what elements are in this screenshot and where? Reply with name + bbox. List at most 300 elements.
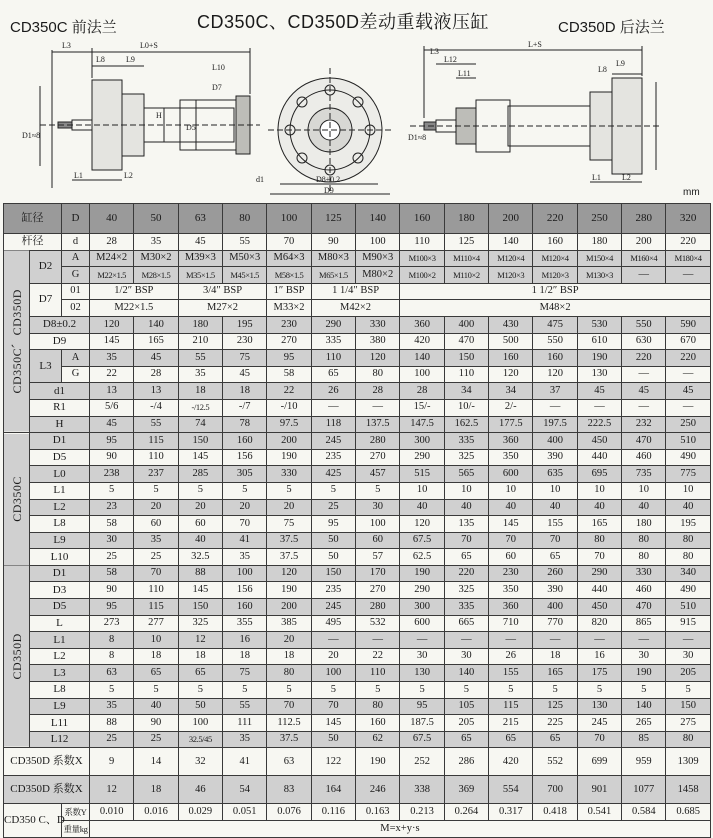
value-cell: 325 xyxy=(444,582,488,599)
page-title: CD350C、CD350D差动重载液压缸 xyxy=(197,12,490,32)
value-cell: 355 xyxy=(223,615,267,632)
value-cell: 280 xyxy=(356,599,400,616)
value-cell: 5 xyxy=(267,682,311,699)
value-cell: 80 xyxy=(356,698,400,715)
value-cell: 115 xyxy=(134,599,178,616)
value-cell: M150×4 xyxy=(577,250,621,267)
value-cell: 30 xyxy=(356,499,400,516)
d2-a-row xyxy=(4,250,711,267)
value-cell: 80 xyxy=(666,532,710,549)
dim-label: L3 xyxy=(62,41,71,50)
h-label: H xyxy=(30,416,90,433)
value-cell: 470 xyxy=(622,599,666,616)
d1-row xyxy=(4,383,711,400)
c-row-label: D1 xyxy=(30,433,90,450)
value-cell: 20 xyxy=(267,499,311,516)
value-cell: 325 xyxy=(178,615,222,632)
value-cell: 0.163 xyxy=(356,804,400,821)
value-cell: 160 xyxy=(356,715,400,732)
value-cell: 165 xyxy=(533,665,577,682)
d-row-label: L9 xyxy=(30,698,90,715)
value-cell: 222.5 xyxy=(577,416,621,433)
value-cell: 100 xyxy=(223,565,267,582)
value-cell: 235 xyxy=(311,449,355,466)
value-cell: 330 xyxy=(267,466,311,483)
value-cell: 235 xyxy=(311,582,355,599)
front-flange-caption: CD350C 前法兰 xyxy=(10,19,117,36)
value-cell: 470 xyxy=(622,433,666,450)
value-cell: 100 xyxy=(400,366,444,383)
value-cell: 150 xyxy=(178,433,222,450)
value-cell: 8 xyxy=(90,632,134,649)
value-cell: 440 xyxy=(577,449,621,466)
value-cell: 45 xyxy=(134,350,178,367)
value-cell: 112.5 xyxy=(267,715,311,732)
d-row-label: L8 xyxy=(30,682,90,699)
value-cell: — xyxy=(444,632,488,649)
d-row xyxy=(4,731,711,748)
weight-kg-row xyxy=(4,821,711,838)
value-cell: 273 xyxy=(90,615,134,632)
cylinder-drawings xyxy=(0,38,713,198)
value-cell: 665 xyxy=(444,615,488,632)
value-cell: 37.5 xyxy=(267,549,311,566)
c-row xyxy=(4,549,711,566)
value-cell: 85 xyxy=(622,731,666,748)
value-cell: 9 xyxy=(90,748,134,776)
value-cell: 290 xyxy=(400,582,444,599)
rod-row xyxy=(4,234,711,251)
value-cell: 45 xyxy=(223,366,267,383)
value-cell: 22 xyxy=(267,383,311,400)
value-cell: — xyxy=(489,632,533,649)
value-cell: 111 xyxy=(223,715,267,732)
value-cell: 13 xyxy=(134,383,178,400)
value-cell: 160 xyxy=(223,433,267,450)
value-cell: 115 xyxy=(489,698,533,715)
value-cell: 140 xyxy=(400,350,444,367)
value-cell: 470 xyxy=(444,333,488,350)
value-cell: M42×2 xyxy=(311,300,400,317)
value-cell: 40 xyxy=(577,499,621,516)
value-cell: 865 xyxy=(622,615,666,632)
value-cell: 122 xyxy=(311,748,355,776)
value-cell: 40 xyxy=(666,499,710,516)
value-cell: 252 xyxy=(400,748,444,776)
value-cell: 35 xyxy=(178,366,222,383)
value-cell: M90×3 xyxy=(356,250,400,267)
value-cell: 130 xyxy=(400,665,444,682)
value-cell: M28×1.5 xyxy=(134,267,178,284)
value-cell: -/7 xyxy=(223,399,267,416)
value-cell: 145 xyxy=(178,449,222,466)
dim-label: d1 xyxy=(256,175,264,184)
weight-y-row xyxy=(4,804,711,821)
rod-label: 杆径 xyxy=(4,234,62,251)
value-cell: 350 xyxy=(489,582,533,599)
value-cell: 150 xyxy=(666,698,710,715)
value-cell: 360 xyxy=(489,599,533,616)
value-cell: 60 xyxy=(489,549,533,566)
value-cell: 1077 xyxy=(622,776,666,804)
d1-label: d1 xyxy=(30,383,90,400)
c-row xyxy=(4,499,711,516)
value-cell: 80 xyxy=(622,549,666,566)
d2-g-row xyxy=(4,267,711,284)
value-cell: 710 xyxy=(489,615,533,632)
value-cell: 62.5 xyxy=(400,549,444,566)
value-cell: 330 xyxy=(356,316,400,333)
value-cell: 30 xyxy=(444,648,488,665)
spec-table xyxy=(3,203,711,838)
value-cell: 490 xyxy=(666,449,710,466)
value-cell: 175 xyxy=(577,665,621,682)
c-row xyxy=(4,466,711,483)
value-cell: 25 xyxy=(311,499,355,516)
h-row xyxy=(4,416,711,433)
value-cell: 75 xyxy=(223,350,267,367)
value-cell: 195 xyxy=(666,516,710,533)
dim-label: L2 xyxy=(622,173,631,182)
value-cell: M110×2 xyxy=(444,267,488,284)
value-cell: 18 xyxy=(267,648,311,665)
value-cell: 60 xyxy=(178,516,222,533)
value-cell: 515 xyxy=(400,466,444,483)
value-cell: 1″ BSP xyxy=(267,283,311,300)
value-cell: 37 xyxy=(533,383,577,400)
value-cell: 245 xyxy=(311,433,355,450)
value-cell: 550 xyxy=(533,333,577,350)
value-cell: 510 xyxy=(666,433,710,450)
value-cell: 335 xyxy=(311,333,355,350)
d7-01-sub: 01 xyxy=(62,283,90,300)
value-cell: 390 xyxy=(533,582,577,599)
value-cell: 400 xyxy=(444,316,488,333)
value-cell: 215 xyxy=(489,715,533,732)
d9-row xyxy=(4,333,711,350)
value-cell: 490 xyxy=(666,582,710,599)
value-cell: 735 xyxy=(622,466,666,483)
value-cell: — xyxy=(666,399,710,416)
value-cell: 15/- xyxy=(400,399,444,416)
value-cell: M180×4 xyxy=(666,250,710,267)
c-row-label: D5 xyxy=(30,449,90,466)
value-cell: 90 xyxy=(90,582,134,599)
value-cell: 40 xyxy=(178,532,222,549)
value-cell: 600 xyxy=(400,615,444,632)
value-cell: 32 xyxy=(178,748,222,776)
value-cell: M39×3 xyxy=(178,250,222,267)
value-cell: 65 xyxy=(533,731,577,748)
value-cell: 5 xyxy=(223,682,267,699)
value-cell: 232 xyxy=(622,416,666,433)
value-cell: 50 xyxy=(178,698,222,715)
dim-label: L0+S xyxy=(140,41,158,50)
value-cell: 125 xyxy=(311,204,355,234)
value-cell: 65 xyxy=(444,731,488,748)
value-cell: 110 xyxy=(134,582,178,599)
value-cell: 78 xyxy=(223,416,267,433)
d-row-label: D3 xyxy=(30,582,90,599)
dim-label: H xyxy=(156,111,162,120)
coef-c-row xyxy=(4,748,711,776)
value-cell: 150 xyxy=(311,565,355,582)
value-cell: 110 xyxy=(134,449,178,466)
value-cell: 775 xyxy=(666,466,710,483)
value-cell: 18 xyxy=(134,648,178,665)
d-row xyxy=(4,682,711,699)
value-cell: 180 xyxy=(622,516,666,533)
value-cell: 400 xyxy=(533,433,577,450)
value-cell: M45×1.5 xyxy=(223,267,267,284)
value-cell: 177.5 xyxy=(489,416,533,433)
value-cell: 5 xyxy=(444,682,488,699)
value-cell: 30 xyxy=(666,648,710,665)
value-cell: 160 xyxy=(533,234,577,251)
value-cell: 5 xyxy=(356,482,400,499)
value-cell: 83 xyxy=(267,776,311,804)
value-cell: 140 xyxy=(134,316,178,333)
value-cell: 12 xyxy=(90,776,134,804)
d2-g-sub: G xyxy=(62,267,90,284)
value-cell: 460 xyxy=(622,449,666,466)
value-cell: — xyxy=(577,399,621,416)
value-cell: 5 xyxy=(356,682,400,699)
coef-d-row xyxy=(4,776,711,804)
value-cell: 165 xyxy=(134,333,178,350)
value-cell: 16 xyxy=(223,632,267,649)
value-cell: 330 xyxy=(622,565,666,582)
value-cell: 35 xyxy=(134,234,178,251)
value-cell: M27×2 xyxy=(178,300,267,317)
value-cell: 0.076 xyxy=(267,804,311,821)
value-cell: 75 xyxy=(223,665,267,682)
value-cell: 959 xyxy=(622,748,666,776)
value-cell: 0.264 xyxy=(444,804,488,821)
value-cell: 50 xyxy=(311,731,355,748)
value-cell: 5 xyxy=(90,482,134,499)
d-row-label: D5 xyxy=(30,599,90,616)
value-cell: 46 xyxy=(178,776,222,804)
value-cell: 120 xyxy=(90,316,134,333)
value-cell: 335 xyxy=(444,433,488,450)
value-cell: M120×4 xyxy=(489,250,533,267)
value-cell: 25 xyxy=(90,549,134,566)
value-cell: 63 xyxy=(178,204,222,234)
value-cell: 125 xyxy=(533,698,577,715)
value-cell: 5 xyxy=(577,682,621,699)
value-cell: 5 xyxy=(622,682,666,699)
value-cell: M22×1.5 xyxy=(90,267,134,284)
d-row xyxy=(4,582,711,599)
value-cell: — xyxy=(311,632,355,649)
value-cell: 530 xyxy=(577,316,621,333)
l3-label: L3 xyxy=(30,350,62,383)
value-cell: 270 xyxy=(267,333,311,350)
d-row-label: D1 xyxy=(30,565,90,582)
value-cell: 238 xyxy=(90,466,134,483)
l3-a-sub: A xyxy=(62,350,90,367)
value-cell: 50 xyxy=(311,549,355,566)
value-cell: 430 xyxy=(489,316,533,333)
value-cell: 80 xyxy=(356,366,400,383)
value-cell: 340 xyxy=(666,565,710,582)
value-cell: 125 xyxy=(444,234,488,251)
value-cell: 23 xyxy=(90,499,134,516)
value-cell: 75 xyxy=(267,516,311,533)
dim-label: D7 xyxy=(212,83,222,92)
value-cell: M100×3 xyxy=(400,250,444,267)
value-cell: 460 xyxy=(622,582,666,599)
d-row-label: L12 xyxy=(30,731,90,748)
value-cell: 190 xyxy=(577,350,621,367)
dim-label: L11 xyxy=(458,69,471,78)
value-cell: -/12.5 xyxy=(178,399,222,416)
value-cell: 58 xyxy=(90,516,134,533)
value-cell: 145 xyxy=(90,333,134,350)
value-cell: 565 xyxy=(444,466,488,483)
value-cell: 28 xyxy=(400,383,444,400)
value-cell: 150 xyxy=(444,350,488,367)
value-cell: 70 xyxy=(134,565,178,582)
value-cell: 35 xyxy=(134,532,178,549)
value-cell: 25 xyxy=(90,731,134,748)
value-cell: 290 xyxy=(311,316,355,333)
d-row-label: L1 xyxy=(30,632,90,649)
value-cell: 265 xyxy=(622,715,666,732)
value-cell: 10 xyxy=(533,482,577,499)
value-cell: 635 xyxy=(533,466,577,483)
value-cell: 0.010 xyxy=(90,804,134,821)
dim-label: L9 xyxy=(126,55,135,64)
value-cell: — xyxy=(622,366,666,383)
value-cell: 58 xyxy=(90,565,134,582)
value-cell: 250 xyxy=(577,204,621,234)
value-cell: 35 xyxy=(90,698,134,715)
value-cell: M100×2 xyxy=(400,267,444,284)
d7-02-row xyxy=(4,300,711,317)
d-row xyxy=(4,632,711,649)
c-row-label: L8 xyxy=(30,516,90,533)
value-cell: M80×3 xyxy=(311,250,355,267)
value-cell: 50 xyxy=(311,532,355,549)
value-cell: 74 xyxy=(178,416,222,433)
weight-side-label: CD350 C、D xyxy=(4,804,62,837)
d2-label: D2 xyxy=(30,250,62,283)
dim-label: L1 xyxy=(74,171,83,180)
value-cell: 80 xyxy=(622,532,666,549)
value-cell: 20 xyxy=(178,499,222,516)
value-cell: 610 xyxy=(577,333,621,350)
value-cell: 55 xyxy=(223,234,267,251)
value-cell: 237 xyxy=(134,466,178,483)
value-cell: 385 xyxy=(267,615,311,632)
value-cell: 145 xyxy=(311,715,355,732)
value-cell: 130 xyxy=(577,366,621,383)
value-cell: 165 xyxy=(577,516,621,533)
value-cell: 180 xyxy=(178,316,222,333)
value-cell: 699 xyxy=(577,748,621,776)
value-cell: 55 xyxy=(223,698,267,715)
value-cell: 70 xyxy=(533,532,577,549)
d2-a-sub: A xyxy=(62,250,90,267)
value-cell: 5 xyxy=(178,682,222,699)
value-cell: 30 xyxy=(400,648,444,665)
value-cell: 187.5 xyxy=(400,715,444,732)
value-cell: 205 xyxy=(666,665,710,682)
weight-kg-label: 重量kg xyxy=(62,821,90,838)
value-cell: 552 xyxy=(533,748,577,776)
r1-label: R1 xyxy=(30,399,90,416)
value-cell: — xyxy=(533,399,577,416)
value-cell: 197.5 xyxy=(533,416,577,433)
value-cell: 2/- xyxy=(489,399,533,416)
value-cell: 695 xyxy=(577,466,621,483)
value-cell: 80 xyxy=(267,665,311,682)
value-cell: 285 xyxy=(178,466,222,483)
value-cell: 80 xyxy=(577,532,621,549)
value-cell: 160 xyxy=(489,350,533,367)
value-cell: 100 xyxy=(356,516,400,533)
c-row-label: L9 xyxy=(30,532,90,549)
value-cell: 130 xyxy=(577,698,621,715)
value-cell: 670 xyxy=(666,333,710,350)
value-cell: 32.5 xyxy=(178,549,222,566)
value-cell: 137.5 xyxy=(356,416,400,433)
value-cell: — xyxy=(400,632,444,649)
value-cell: 230 xyxy=(267,316,311,333)
value-cell: 18 xyxy=(223,383,267,400)
value-cell: 554 xyxy=(489,776,533,804)
value-cell: — xyxy=(622,632,666,649)
d7-01-row xyxy=(4,283,711,300)
value-cell: 5 xyxy=(533,682,577,699)
value-cell: 225 xyxy=(533,715,577,732)
value-cell: 110 xyxy=(400,234,444,251)
dim-label: L8 xyxy=(96,55,105,64)
dim-label: L1 xyxy=(592,173,601,182)
value-cell: 90 xyxy=(311,234,355,251)
value-cell: 0.213 xyxy=(400,804,444,821)
value-cell: 45 xyxy=(90,416,134,433)
value-cell: 63 xyxy=(90,665,134,682)
value-cell: 37.5 xyxy=(267,731,311,748)
value-cell: 190 xyxy=(267,449,311,466)
value-cell: 67.5 xyxy=(400,731,444,748)
value-cell: 35 xyxy=(90,350,134,367)
value-cell: — xyxy=(311,399,355,416)
value-cell: 600 xyxy=(489,466,533,483)
value-cell: 34 xyxy=(444,383,488,400)
value-cell: 320 xyxy=(666,204,710,234)
value-cell: 95 xyxy=(90,599,134,616)
dim-label: D5 xyxy=(186,123,196,132)
value-cell: 500 xyxy=(489,333,533,350)
value-cell: 90 xyxy=(134,715,178,732)
d7-02-sub: 02 xyxy=(62,300,90,317)
value-cell: 55 xyxy=(178,350,222,367)
value-cell: 22 xyxy=(90,366,134,383)
value-cell: 80 xyxy=(223,204,267,234)
value-cell: 475 xyxy=(533,316,577,333)
value-cell: 420 xyxy=(400,333,444,350)
value-cell: 45 xyxy=(666,383,710,400)
value-cell: 190 xyxy=(356,748,400,776)
value-cell: 420 xyxy=(489,748,533,776)
value-cell: — xyxy=(533,632,577,649)
value-cell: 190 xyxy=(267,582,311,599)
value-cell: 220 xyxy=(444,565,488,582)
